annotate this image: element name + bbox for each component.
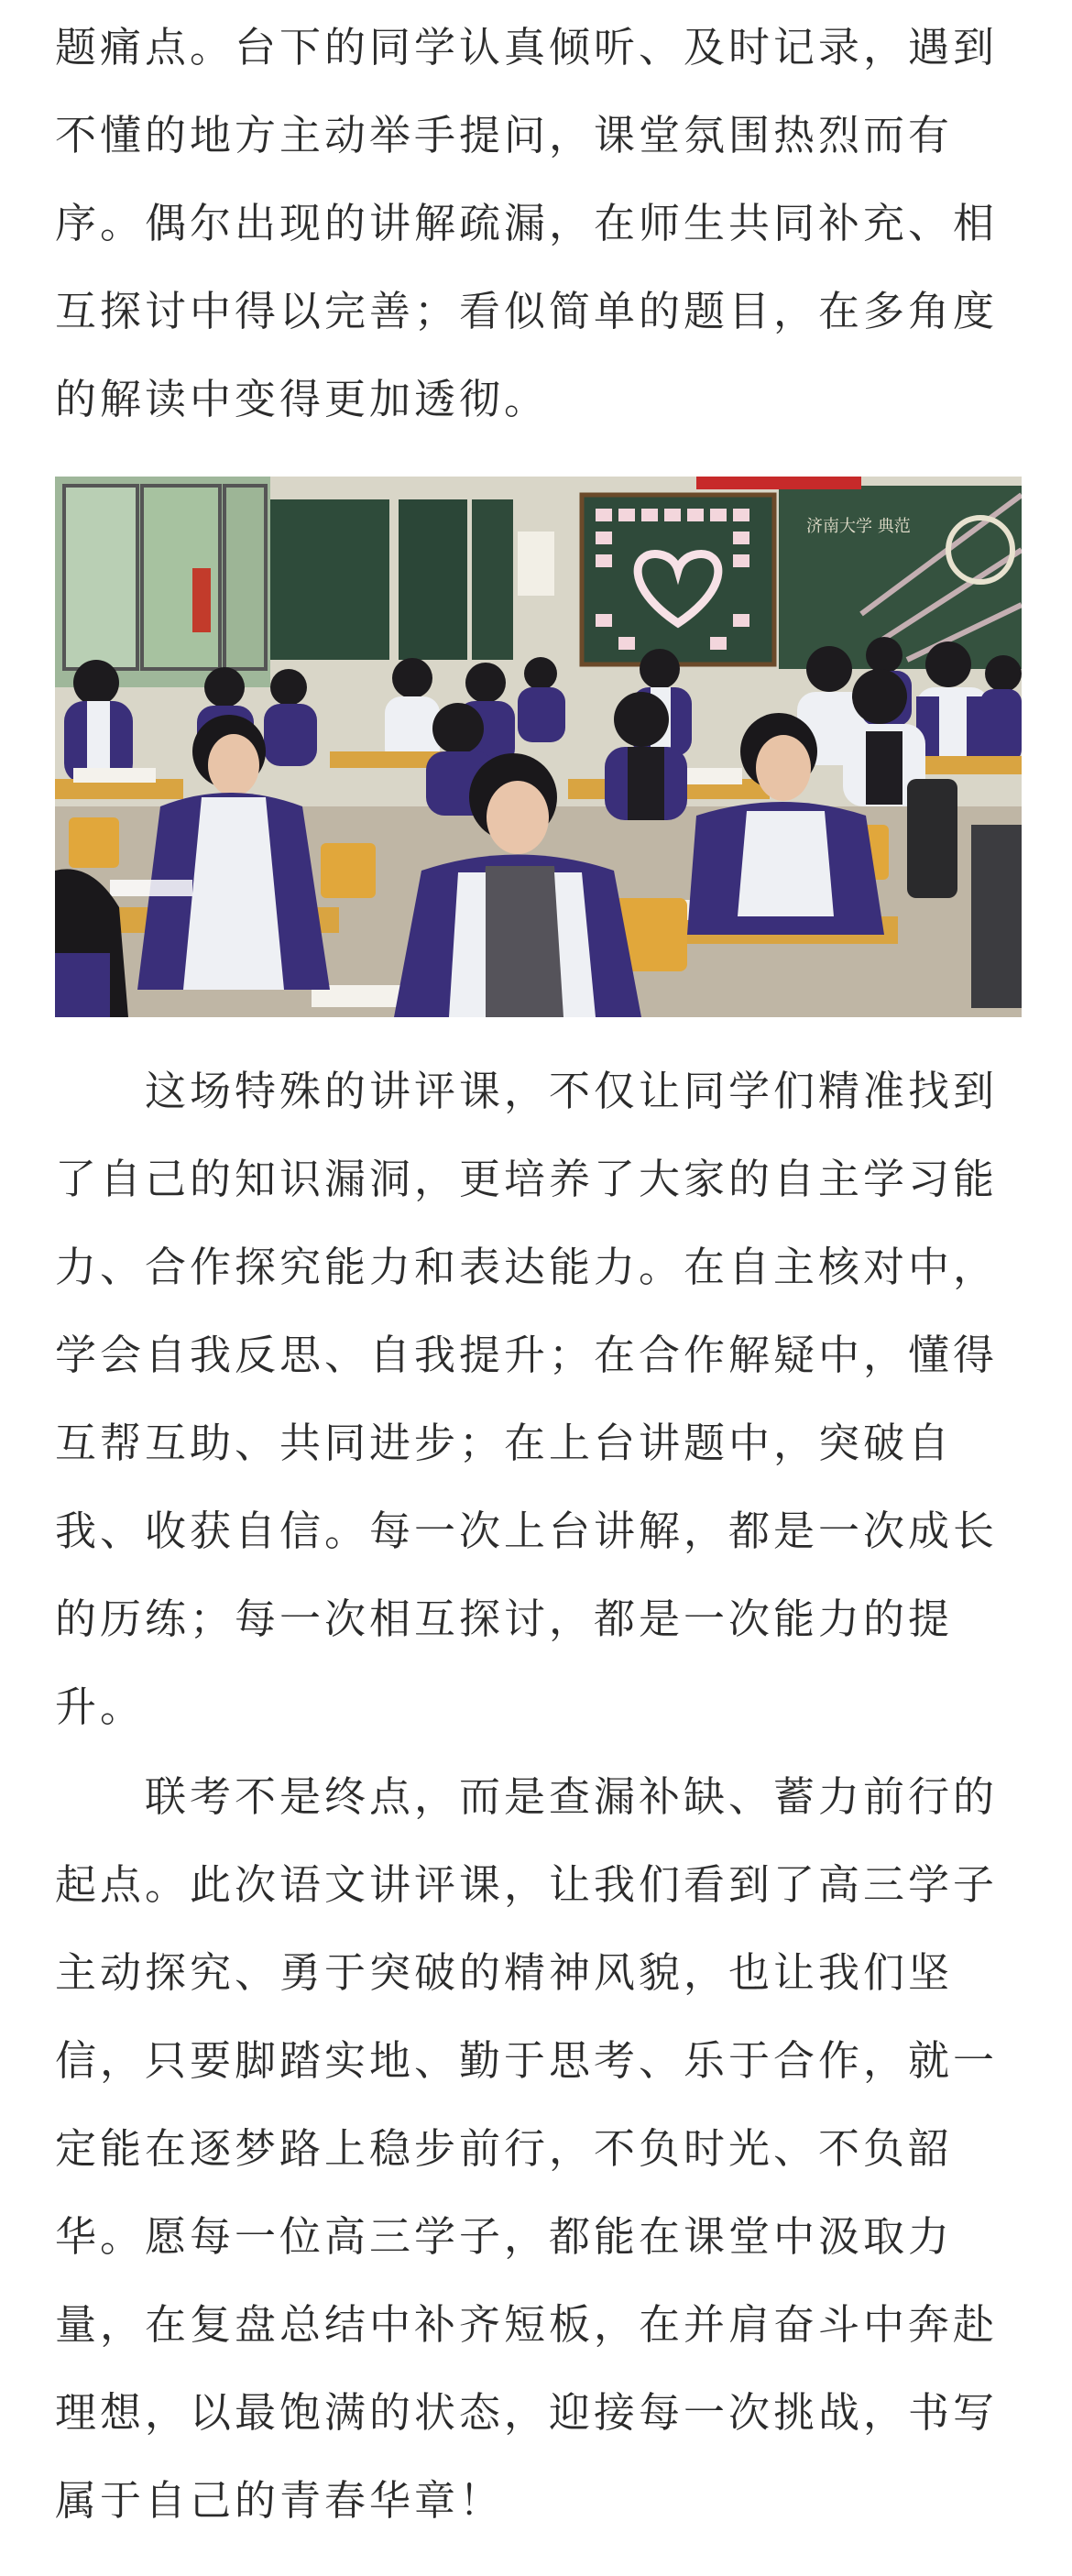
text-line: 互探讨中得以完善；看似简单的题目，在多角度 <box>55 287 999 335</box>
classroom-photo <box>55 477 1022 1017</box>
paragraph-lecture-benefits <box>55 1047 1022 1751</box>
text-line: 序。偶尔出现的讲解疏漏，在师生共同补充、相 <box>55 199 999 247</box>
text-line: 这场特殊的讲评课，不仅让同学们精准找到 <box>55 1067 999 1115</box>
text-line: 升。 <box>55 1683 146 1731</box>
text-line: 华。愿每一位高三学子，都能在课堂中汲取力 <box>55 2212 954 2261</box>
paragraph-conclusion <box>55 1753 1022 2545</box>
text-line: 不懂的地方主动举手提问，课堂氛围热烈而有 <box>55 111 954 159</box>
text-line: 互帮互助、共同进步；在上台讲题中，突破自 <box>55 1419 954 1467</box>
text-line: 量，在复盘总结中补齐短板，在并肩奋斗中奔赴 <box>55 2300 999 2349</box>
text-line: 信，只要脚踏实地、勤于思考、乐于合作，就一 <box>55 2036 999 2085</box>
text-line: 理想，以最饱满的状态，迎接每一次挑战，书写 <box>55 2388 999 2437</box>
text-line: 主动探究、勇于突破的精神风貌，也让我们坚 <box>55 1948 954 1997</box>
text-line: 起点。此次语文讲评课，让我们看到了高三学子 <box>55 1860 999 1909</box>
text-line: 了自己的知识漏洞，更培养了大家的自主学习能 <box>55 1155 999 1203</box>
text-line: 的历练；每一次相互探讨，都是一次能力的提 <box>55 1595 954 1643</box>
text-line: 题痛点。台下的同学认真倾听、及时记录，遇到 <box>55 23 999 71</box>
text-line: 联考不是终点，而是查漏补缺、蓄力前行的 <box>55 1772 999 1821</box>
text-line: 我、收获自信。每一次上台讲解，都是一次成长 <box>55 1507 999 1555</box>
board-text: 济南大学 典范 <box>806 517 911 536</box>
text-line: 的解读中变得更加透彻。 <box>55 375 550 423</box>
text-line: 属于自己的青春华章！ <box>55 2476 505 2525</box>
intro-paragraph <box>55 4 1022 444</box>
text-line: 定能在逐梦路上稳步前行，不负时光、不负韶 <box>55 2124 954 2173</box>
text-line: 学会自我反思、自我提升；在合作解疑中，懂得 <box>55 1331 999 1379</box>
text-line: 力、合作探究能力和表达能力。在自主核对中， <box>55 1243 999 1291</box>
